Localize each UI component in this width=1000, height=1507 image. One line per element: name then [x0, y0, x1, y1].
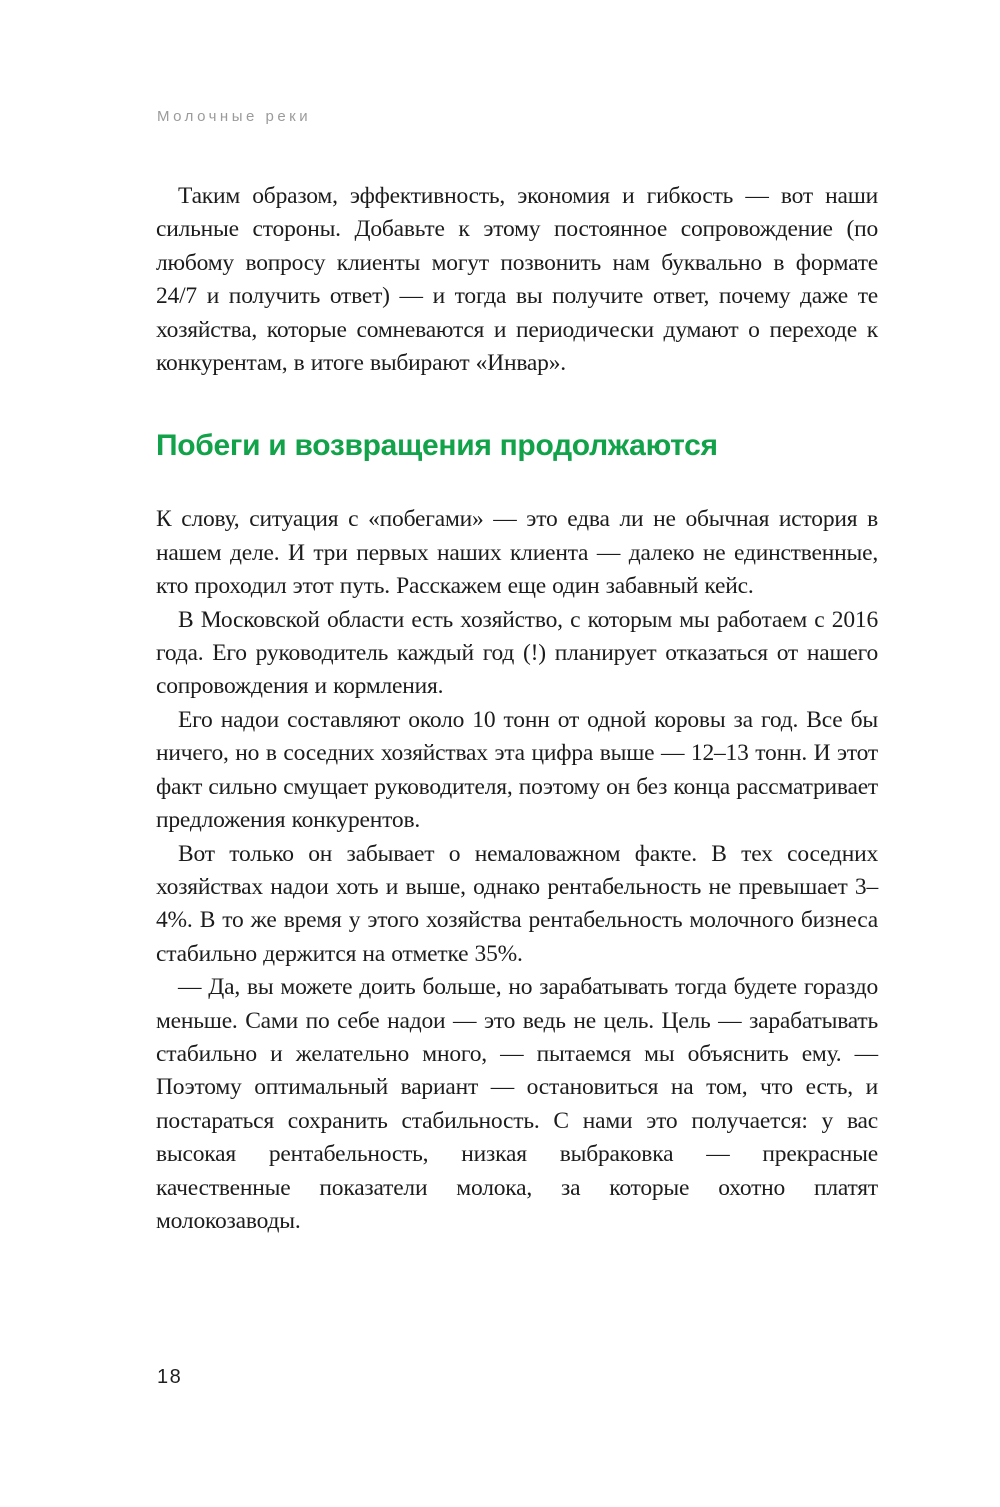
running-header: Молочные реки — [157, 108, 312, 125]
paragraph-intro: Таким образом, эффективность, экономия и гибкость — вот наши сильные стороны. Добавьте к этому постоянное сопровождение (по любому вопросу клиенты могут позвонить нам буквально в формате 24/7 и получить ответ) — и тогда вы получите ответ, почему даже те хозяйства, которые сомневаются и периодически думают о переходе к конкурентам, в итоге выбирают «Инвар». — [156, 183, 878, 377]
paragraph: В Московской области есть хозяйство, с которым мы работаем с 2016 года. Его руководитель каждый год (!) планирует отказаться от нашего сопровождения и кормления. — [156, 606, 878, 700]
paragraph: К слову, ситуация с «побегами» — это едва ли не обычная история в нашем деле. И три первых наших клиента — далеко не единственные, кто проходил этот путь. Расскажем еще один забавный кейс. — [156, 506, 878, 600]
paragraph: Его надои составляют около 10 тонн от одной коровы за год. Все бы ничего, но в соседних хозяйствах эта цифра выше — 12–13 тонн. И этот факт сильно смущает руководителя, поэтому он без конца рассматривает предложения конкурентов. — [156, 706, 878, 834]
paragraph-dialogue: — Да, вы можете доить больше, но зарабатывать тогда будете гораздо меньше. Сами по себе надои — это ведь не цель. Цель — зарабатывать стабильно и желательно много, — пытаемся мы объяснить ему. — Поэтому оптимальный вариант — остановиться на том, что есть, и постараться сохранить стабильность. С нами это получается: у вас высокая рентабельность, низкая выбраковка — прекрасные качественные показатели молока, за которые охотно платят молокозаводы. — [156, 974, 878, 1234]
section-heading: Побеги и возвращения продолжаются — [156, 429, 718, 463]
page-number: 18 — [157, 1366, 183, 1388]
page-body — [156, 180, 878, 1238]
paragraph: Вот только он забывает о немаловажном факте. В тех соседних хозяйствах надои хоть и выше, однако рентабельность не превышает 3–4%. В то же время у этого хозяйства рентабельность молочного бизнеса стабильно держится на отметке 35%. — [156, 840, 878, 967]
